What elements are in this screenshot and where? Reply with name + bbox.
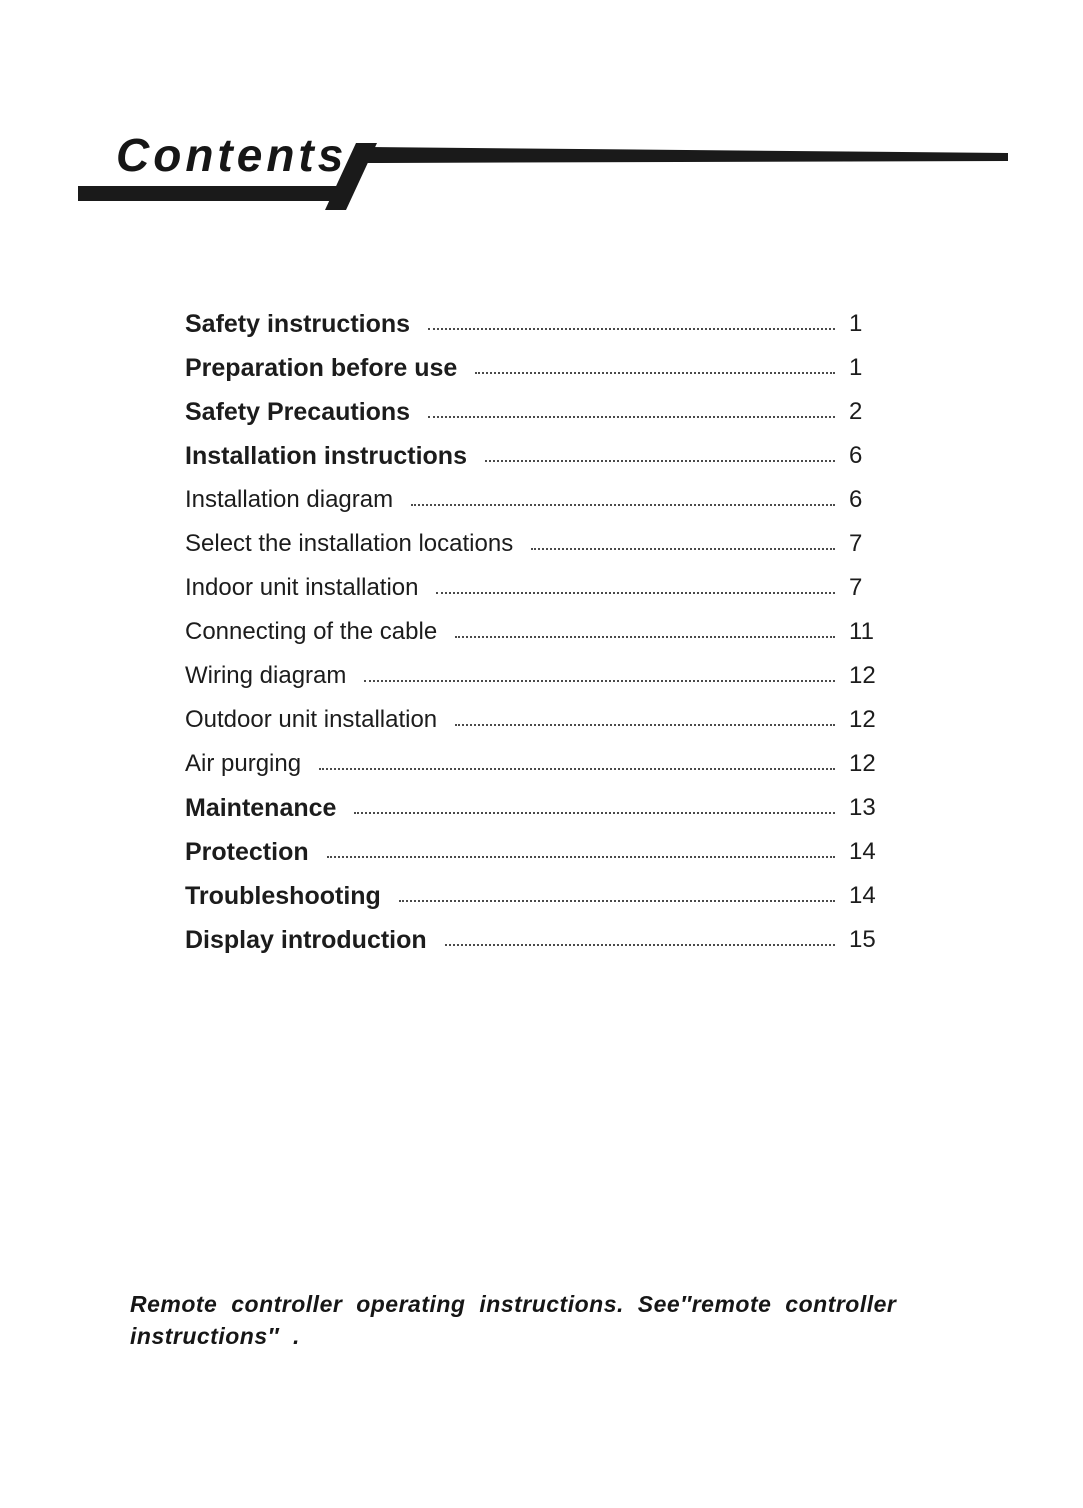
toc-leader-dots — [485, 460, 835, 462]
toc-leader-dots — [531, 548, 835, 550]
toc-item-label: Outdoor unit installation — [185, 706, 438, 733]
toc-page-number: 12 — [849, 750, 876, 777]
toc-page-number: 1 — [849, 354, 863, 381]
toc-row — [185, 698, 891, 742]
toc-item-label: Installation diagram — [185, 486, 394, 513]
toc-item-label: Protection — [185, 837, 309, 866]
toc-row — [185, 830, 891, 874]
page-title: Contents — [116, 129, 348, 181]
toc-row — [185, 434, 891, 478]
toc-item-label: Wiring diagram — [185, 662, 347, 689]
toc-row — [185, 786, 891, 830]
toc-leader-dots — [364, 680, 835, 682]
toc-item-label: Indoor unit installation — [185, 574, 419, 601]
toc-row — [185, 302, 891, 346]
table-of-contents — [185, 302, 891, 962]
toc-leader-dots — [475, 372, 835, 374]
toc-leader-dots — [428, 416, 835, 418]
toc-row — [185, 566, 891, 610]
toc-leader-dots — [399, 900, 835, 902]
toc-item-label: Troubleshooting — [185, 881, 381, 910]
contents-header — [0, 0, 1083, 240]
toc-leader-dots — [354, 812, 835, 814]
toc-page-number: 12 — [849, 706, 876, 733]
toc-row — [185, 478, 891, 522]
toc-leader-dots — [327, 856, 835, 858]
toc-leader-dots — [436, 592, 835, 594]
toc-page-number: 6 — [849, 442, 863, 469]
toc-page-number: 15 — [849, 926, 876, 953]
toc-item-label: Display introduction — [185, 925, 427, 954]
header-swoosh-rule — [0, 0, 1083, 240]
toc-page-number: 7 — [849, 530, 863, 557]
toc-page-number: 2 — [849, 398, 863, 425]
toc-item-label: Installation instructions — [185, 441, 467, 470]
toc-page-number: 11 — [849, 618, 874, 645]
toc-row — [185, 654, 891, 698]
toc-leader-dots — [428, 328, 835, 330]
remote-controller-note-line1: Remote controller operating instructions. See″remote controller — [130, 1291, 897, 1317]
toc-leader-dots — [445, 944, 835, 946]
toc-leader-dots — [455, 636, 835, 638]
remote-controller-note — [130, 1288, 930, 1352]
toc-page-number: 1 — [849, 310, 863, 337]
toc-leader-dots — [411, 504, 835, 506]
toc-row — [185, 610, 891, 654]
toc-row — [185, 522, 891, 566]
toc-page-number: 12 — [849, 662, 876, 689]
toc-leader-dots — [455, 724, 835, 726]
toc-item-label: Preparation before use — [185, 353, 458, 382]
toc-page-number: 13 — [849, 794, 876, 821]
toc-page-number: 6 — [849, 486, 863, 513]
toc-row — [185, 346, 891, 390]
toc-row — [185, 874, 891, 918]
toc-page-number: 7 — [849, 574, 863, 601]
toc-item-label: Safety Precautions — [185, 397, 411, 426]
toc-item-label: Safety instructions — [185, 309, 411, 338]
toc-page-number: 14 — [849, 882, 876, 909]
toc-leader-dots — [319, 768, 835, 770]
toc-row — [185, 918, 891, 962]
toc-row — [185, 742, 891, 786]
toc-item-label: Maintenance — [185, 793, 337, 822]
toc-page-number: 14 — [849, 838, 876, 865]
toc-item-label: Connecting of the cable — [185, 618, 438, 645]
toc-item-label: Air purging — [185, 750, 302, 777]
toc-item-label: Select the installation locations — [185, 530, 514, 557]
remote-controller-note-line2: instructions″ . — [130, 1323, 300, 1350]
toc-row — [185, 390, 891, 434]
